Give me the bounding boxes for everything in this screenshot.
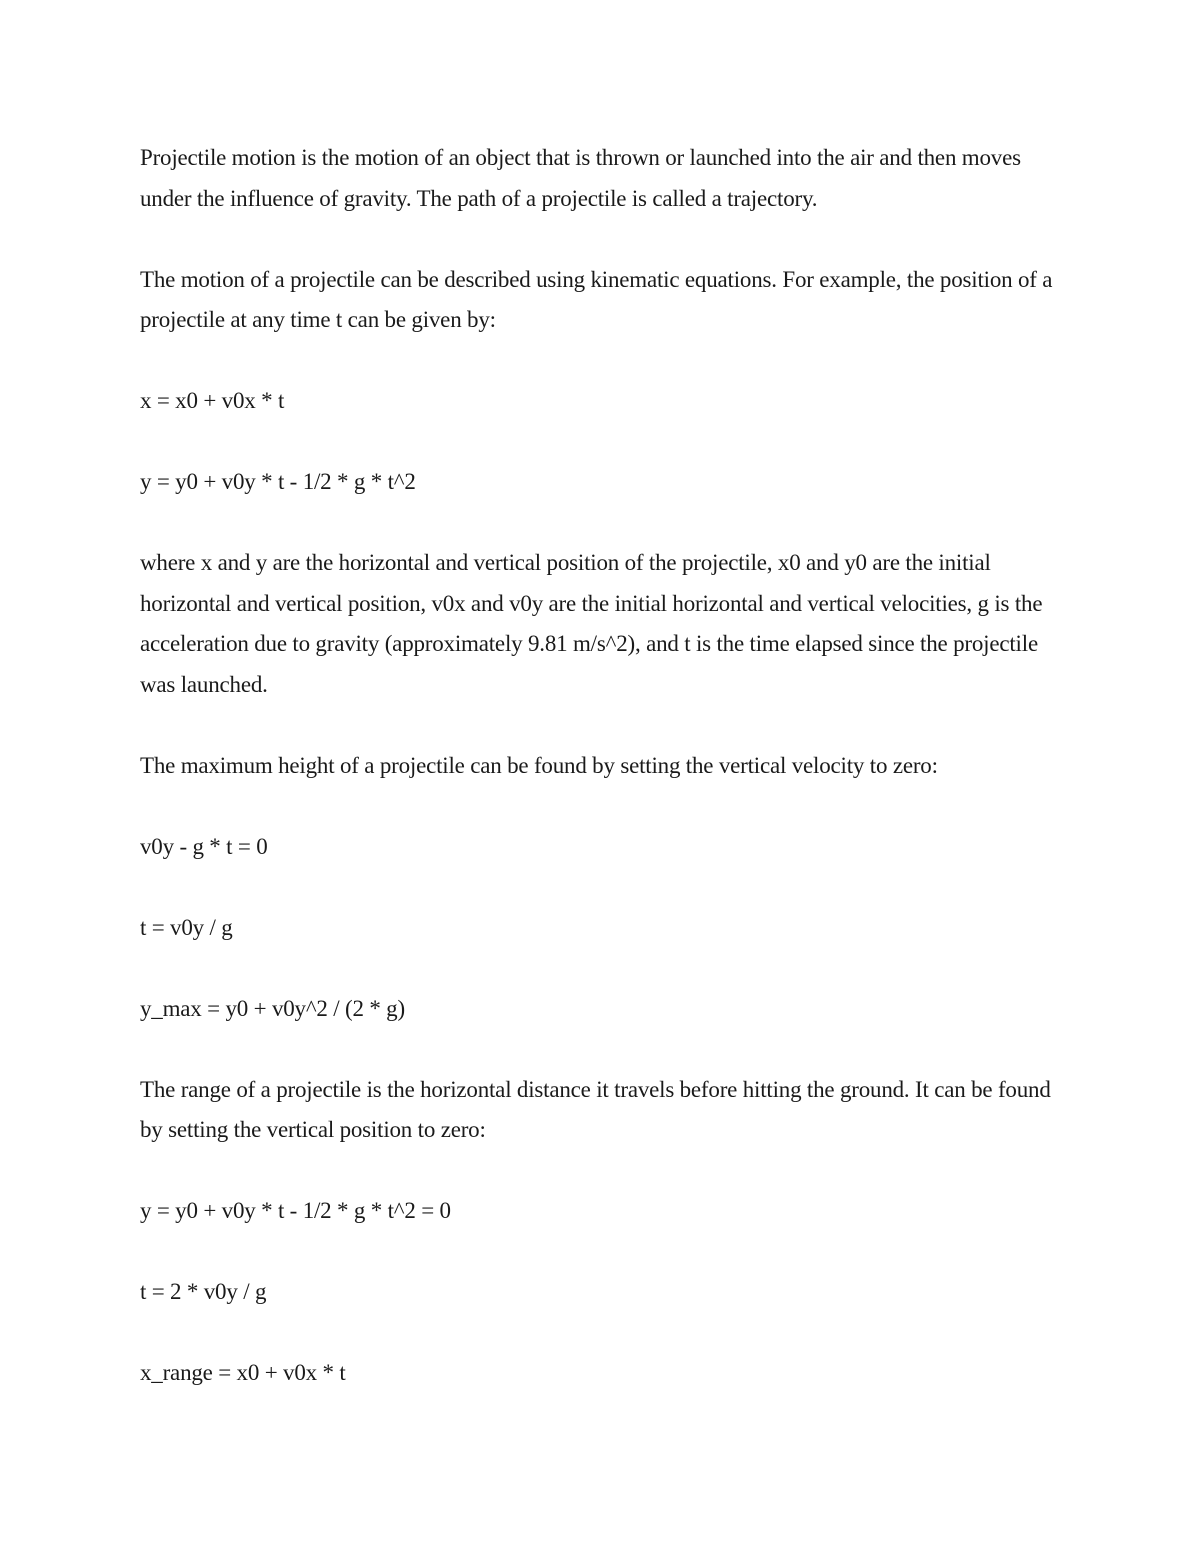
- equation-vertical-velocity-zero: v0y - g * t = 0: [140, 833, 268, 859]
- paragraph-kinematics: The motion of a projectile can be described using kinematic equations. For example, the position of a projectile at any time t can be given by:: [140, 266, 1053, 332]
- equation-x-position: x = x0 + v0x * t: [140, 388, 285, 413]
- paragraph-variable-definitions: where x and y are the horizontal and vertical position of the projectile, x0 and y0 are the initial horizontal and vertical position, v0x and v0y are the initial horizontal and vertical velocities, g is the acceleration due to gravity (approximately 9.81 m/s^2), and t is the time elapsed since the projectile was launched.: [140, 550, 1043, 697]
- equation-y-max: y_max = y0 + v0y^2 / (2 * g): [140, 995, 405, 1021]
- equation-flight-time: t = 2 * v0y / g: [140, 1279, 267, 1304]
- equation-y-zero: y = y0 + v0y * t - 1/2 * g * t^2 = 0: [140, 1198, 451, 1223]
- equation-x-range: x_range = x0 + v0x * t: [140, 1360, 346, 1385]
- paragraph-max-height: The maximum height of a projectile can be found by setting the vertical velocity to zero:: [140, 752, 938, 778]
- equation-y-position: y = y0 + v0y * t - 1/2 * g * t^2: [140, 469, 416, 494]
- equation-time-to-peak: t = v0y / g: [140, 914, 233, 940]
- document-body: [140, 138, 1065, 1394]
- paragraph-intro: Projectile motion is the motion of an object that is thrown or launched into the air and then moves under the influence of gravity. The path of a projectile is called a trajectory.: [140, 145, 1021, 211]
- paragraph-range: The range of a projectile is the horizontal distance it travels before hitting the ground. It can be found by setting the vertical position to zero:: [140, 1076, 1051, 1142]
